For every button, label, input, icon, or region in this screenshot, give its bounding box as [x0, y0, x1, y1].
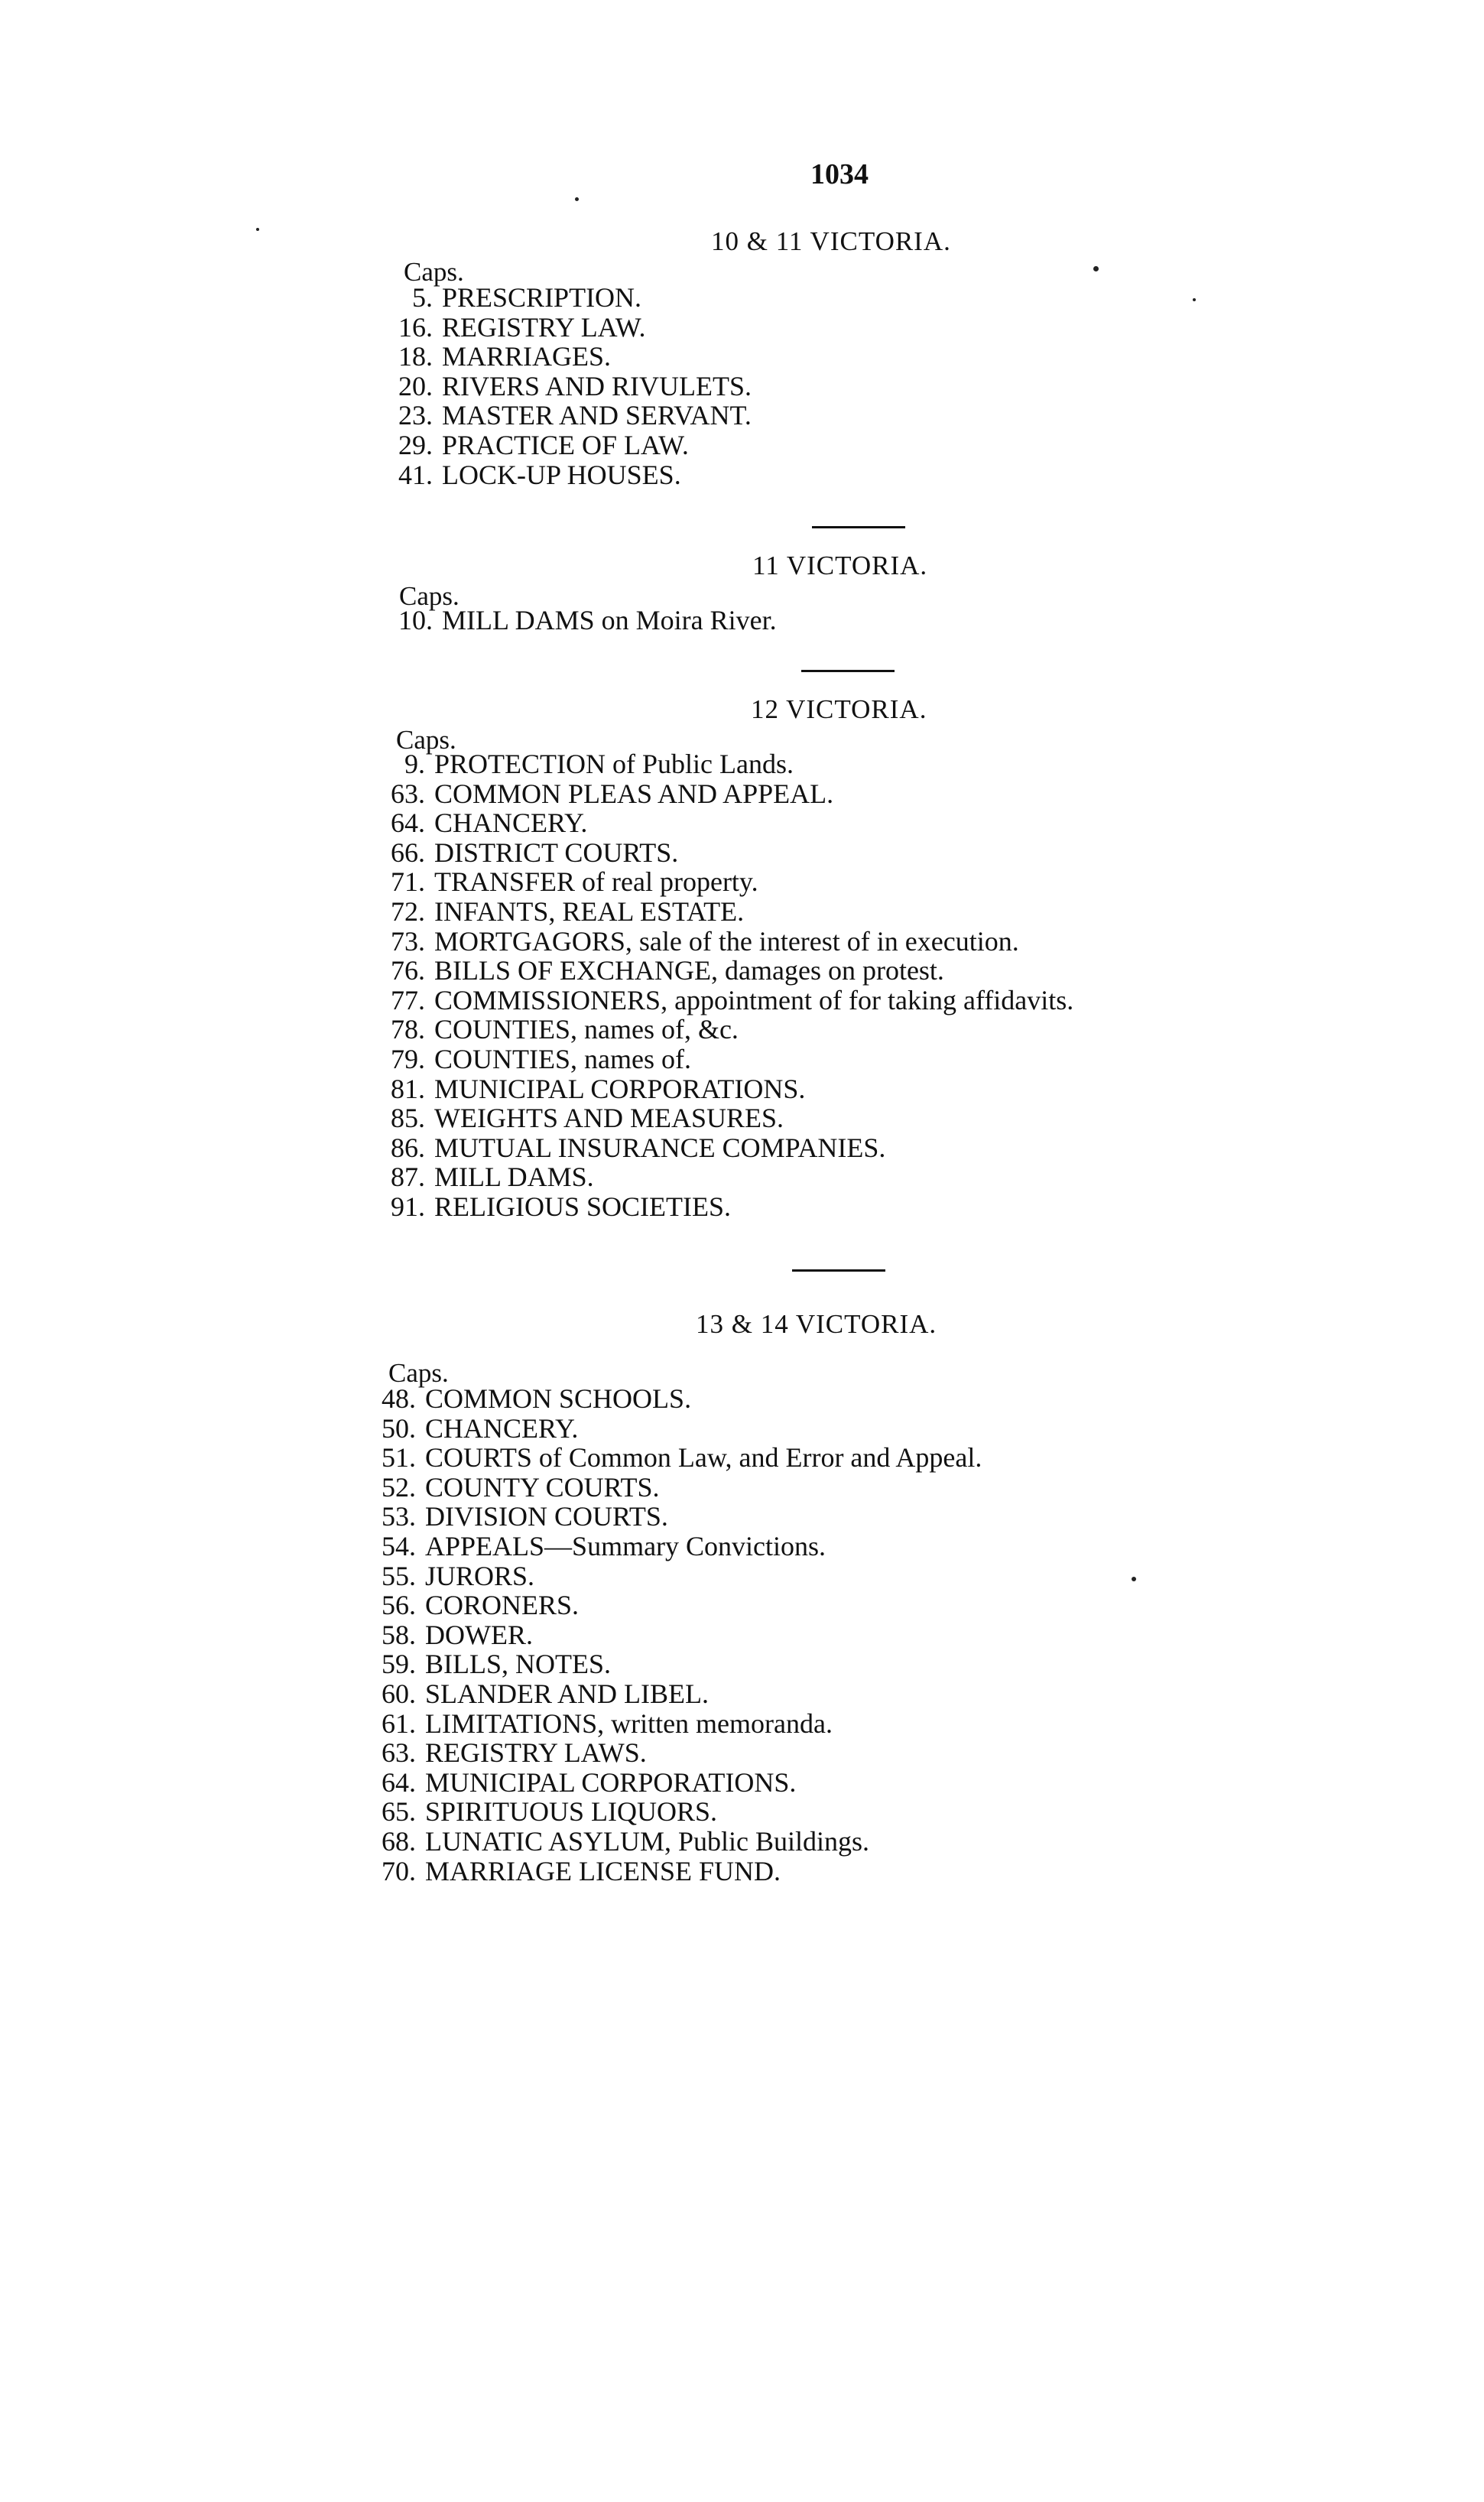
print-speck — [1193, 298, 1196, 301]
section-divider — [801, 670, 895, 672]
list-item: 56. CORONERS. — [382, 1590, 580, 1621]
list-item: 66. DISTRICT COURTS. — [391, 837, 679, 868]
print-speck — [1093, 266, 1099, 271]
page-number: 1034 — [810, 158, 869, 190]
list-item: 59. BILLS, NOTES. — [382, 1649, 611, 1680]
section-title: 10 & 11 VICTORIA. — [711, 226, 951, 256]
print-speck — [575, 197, 579, 201]
list-item: 64. CHANCERY. — [391, 807, 588, 839]
list-item: 16. REGISTRY LAW. — [398, 311, 646, 343]
list-item: 54. APPEALS—Summary Convictions. — [382, 1530, 826, 1561]
section-divider — [792, 1269, 885, 1272]
list-item: 85. WEIGHTS AND MEASURES. — [391, 1103, 784, 1134]
print-speck — [1132, 1577, 1136, 1581]
list-item: 18. MARRIAGES. — [398, 341, 612, 372]
list-item: 9. PROTECTION of Public Lands. — [404, 749, 794, 779]
entry-list — [381, 283, 752, 489]
list-item: 23. MASTER AND SERVANT. — [398, 400, 752, 431]
list-item: 68. LUNATIC ASYLUM, Public Buildings. — [382, 1825, 870, 1857]
list-item: 29. PRACTICE OF LAW. — [398, 429, 689, 460]
list-item: 72. INFANTS, REAL ESTATE. — [391, 895, 745, 927]
list-item: 48. COMMON SCHOOLS. — [382, 1383, 692, 1414]
list-item: 63. REGISTRY LAWS. — [382, 1737, 647, 1769]
section-divider — [812, 526, 905, 528]
list-item: 73. MORTGAGORS, sale of the interest of in execution. — [391, 925, 1019, 957]
list-item: 77. COMMISSIONERS, appointment of for taking affidavits. — [391, 984, 1074, 1015]
list-item: 5. PRESCRIPTION. — [412, 282, 642, 313]
entry-list — [381, 606, 777, 635]
list-item: 53. DIVISION COURTS. — [382, 1501, 668, 1532]
entry-list — [364, 1384, 982, 1886]
list-item: 61. LIMITATIONS, written memoranda. — [382, 1708, 833, 1739]
list-item: 76. BILLS OF EXCHANGE, damages on protest. — [391, 955, 944, 986]
list-item: 70. MARRIAGE LICENSE FUND. — [382, 1855, 781, 1886]
list-item: 50. CHANCERY. — [382, 1412, 579, 1444]
caps-label: Caps. — [404, 257, 464, 287]
list-item: 51. COURTS of Common Law, and Error and Appeal. — [382, 1442, 982, 1474]
list-item: 41. LOCK-UP HOUSES. — [398, 459, 681, 490]
section-title: 12 VICTORIA. — [751, 694, 927, 724]
list-item: 87. MILL DAMS. — [391, 1162, 594, 1193]
list-item: 63. COMMON PLEAS AND APPEAL. — [391, 778, 834, 809]
list-item: 79. COUNTIES, names of. — [391, 1043, 691, 1074]
list-item: 55. JURORS. — [382, 1560, 535, 1591]
section-title: 13 & 14 VICTORIA. — [696, 1309, 937, 1339]
section-title: 11 VICTORIA. — [752, 551, 928, 580]
list-item: 65. SPIRITUOUS LIQUORS. — [382, 1796, 718, 1828]
list-item: 58. DOWER. — [382, 1619, 533, 1650]
list-item: 86. MUTUAL INSURANCE COMPANIES. — [391, 1132, 886, 1163]
list-item: 52. COUNTY COURTS. — [382, 1471, 660, 1503]
list-item: 10. MILL DAMS on Moira River. — [398, 605, 777, 635]
list-item: 20. RIVERS AND RIVULETS. — [398, 370, 752, 401]
list-item: 64. MUNICIPAL CORPORATIONS. — [382, 1766, 797, 1798]
list-item: 71. TRANSFER of real property. — [391, 866, 758, 898]
caps-label: Caps. — [396, 725, 456, 755]
caps-label: Caps. — [388, 1358, 449, 1388]
caps-label: Caps. — [399, 581, 459, 611]
list-item: 60. SLANDER AND LIBEL. — [382, 1678, 709, 1709]
list-item: 91. RELIGIOUS SOCIETIES. — [391, 1191, 731, 1222]
print-speck — [256, 228, 259, 231]
list-item: 81. MUNICIPAL CORPORATIONS. — [391, 1073, 806, 1104]
list-item: 78. COUNTIES, names of, &c. — [391, 1014, 739, 1045]
entry-list — [373, 749, 1073, 1222]
